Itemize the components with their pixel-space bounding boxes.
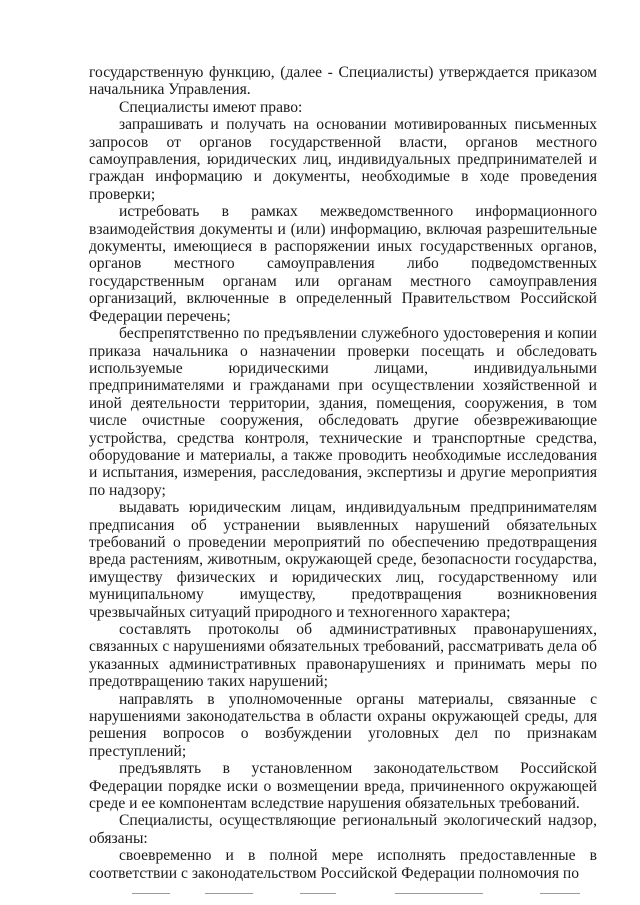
paragraph-1: государственную функцию, (далее - Специалисты) утверждается приказом начальника Управления. bbox=[89, 64, 597, 99]
paragraph-9: предъявлять в установленном законодательством Российской Федерации порядке иски о возмещении вреда, причиненного окружающей среде и ее компонентам вследствие нарушения обязательных требований. bbox=[89, 760, 597, 813]
scan-edge-line-3 bbox=[300, 893, 336, 894]
paragraph-10: Специалисты, осуществляющие региональный экологический надзор, обязаны: bbox=[89, 812, 597, 847]
scan-edge-line-1 bbox=[132, 893, 170, 894]
paragraph-7: составлять протоколы об административных правонарушениях, связанных с нарушениями обязательных требований, рассматривать дела об указанных административных правонарушениях и принимать меры по предотвращению таких нарушений; bbox=[89, 621, 597, 691]
scan-edge-line-4 bbox=[395, 893, 483, 894]
paragraph-8: направлять в уполномоченные органы материалы, связанные с нарушениями законодательства в области охраны окружающей среды, для решения вопросов о возбуждении уголовных дел по признакам преступлений; bbox=[89, 690, 597, 760]
paragraph-3: запрашивать и получать на основании мотивированных письменных запросов от органов государственной власти, органов местного самоуправления, юридических лиц, индивидуальных предпринимателей и граждан информацию и документы, необходимые в ходе проведения проверки; bbox=[89, 116, 597, 203]
paragraph-2: Специалисты имеют право: bbox=[119, 98, 303, 116]
document-page bbox=[89, 64, 597, 882]
scan-edge-line-5 bbox=[540, 893, 580, 894]
paragraph-5: беспрепятственно по предъявлении служебного удостоверения и копии приказа начальника о назначении проверки посещать и обследовать используемые юридическими лицами, индивидуальными предпринимателями и гражданами при осуществлении хозяйственной и иной деятельности территории, здания, помещения, сооружения, в том числе очистные сооружения, обследовать другие обезвреживающие устройства, средства контроля, технические и транспортные средства, оборудование и материалы, а также проводить необходимые исследования и испытания, измерения, расследования, экспертизы и другие мероприятия по надзору; bbox=[89, 325, 597, 499]
scan-edge-line-2 bbox=[205, 893, 253, 894]
paragraph-11: своевременно и в полной мере исполнять предоставленные в соответствии с законодательством Российской Федерации полномочия по bbox=[89, 847, 597, 882]
paragraph-6: выдавать юридическим лицам, индивидуальным предпринимателям предписания об устранении выявленных нарушений обязательных требований о проведении мероприятий по обеспечению предотвращения вреда растениям, животным, окружающей среде, безопасности государства, имуществу физических и юридических лиц, государственному или муниципальному имуществу, предотвращения возникновения чрезвычайных ситуаций природного и техногенного характера; bbox=[89, 499, 597, 621]
paragraph-4: истребовать в рамках межведомственного информационного взаимодействия документы и (или) информацию, включая разрешительные документы, имеющиеся в распоряжении иных государственных органов, органов местного самоуправления либо подведомственных государственным органам или органам местного самоуправления организаций, включенные в определенный Правительством Российской Федерации перечень; bbox=[89, 203, 597, 325]
